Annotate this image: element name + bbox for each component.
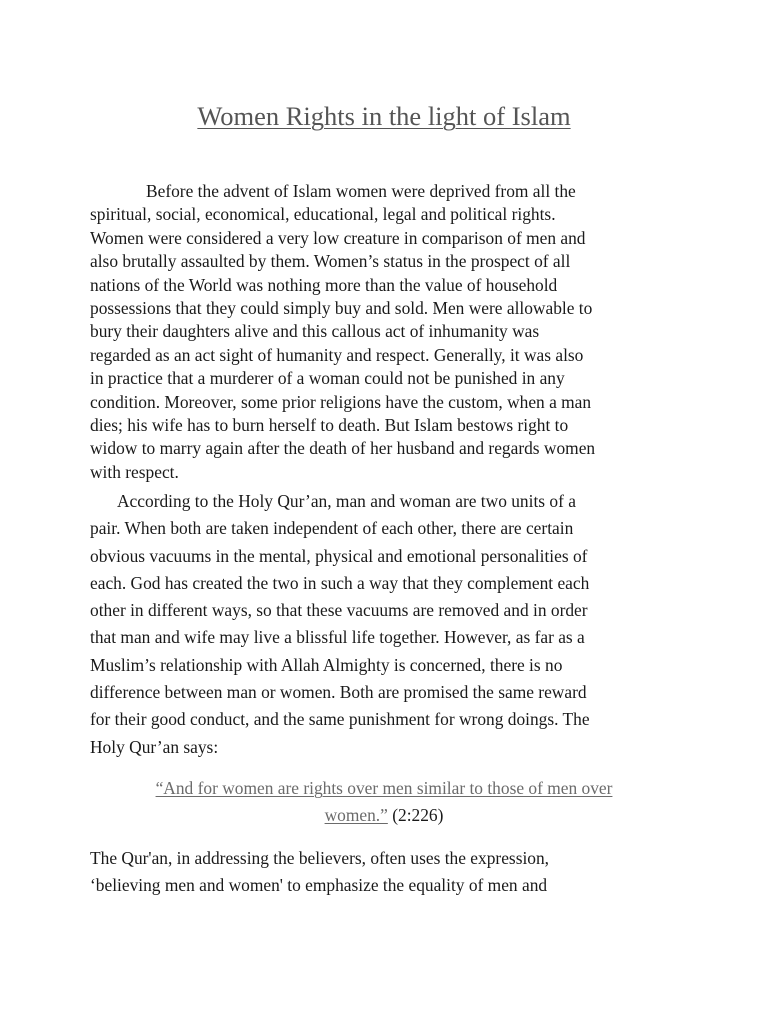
page-title: Women Rights in the light of Islam	[197, 101, 571, 131]
text-line: According to the Holy Qur’an, man and woman are two units of a	[117, 491, 576, 511]
text-line: Women were considered a very low creature in comparison of men and	[90, 227, 586, 248]
paragraph-1	[90, 180, 715, 484]
quran-quote	[0, 775, 768, 829]
text-line: other in different ways, so that these vacuums are removed and in order	[90, 600, 588, 621]
quote-line-2	[0, 802, 768, 829]
text-line: spiritual, social, economical, educational, legal and political rights.	[90, 204, 556, 225]
text-line: that man and wife may live a blissful life together. However, as far as a	[90, 627, 585, 648]
text-line: The Qur'an, in addressing the believers, often uses the expression,	[90, 848, 550, 868]
text-line: obvious vacuums in the mental, physical and emotional personalities of	[90, 545, 588, 566]
text-line: Holy Qur’an says:	[90, 736, 219, 757]
text-line: widow to marry again after the death of her husband and regards women	[90, 438, 596, 459]
text-line: also brutally assaulted by them. Women’s status in the prospect of all	[90, 251, 571, 272]
text-line: in practice that a murderer of a woman could not be punished in any	[90, 368, 565, 389]
text-line: regarded as an act sight of humanity and respect. Generally, it was also	[90, 344, 584, 365]
text-line: dies; his wife has to burn herself to death. But Islam bestows right to	[90, 415, 569, 436]
text-line: condition. Moreover, some prior religions have the custom, when a man	[90, 391, 592, 412]
quote-text: “And for women are rights over men similar to those of men over	[155, 778, 613, 798]
quote-line-1	[0, 775, 768, 802]
text-line: possessions that they could simply buy and sold. Men were allowable to	[90, 298, 593, 319]
text-line: for their good conduct, and the same punishment for wrong doings. The	[90, 709, 590, 730]
text-line: ‘believing men and women' to emphasize the equality of men and	[90, 875, 548, 895]
text-line: Before the advent of Islam women were deprived from all the	[146, 181, 576, 201]
text-line: Muslim’s relationship with Allah Almighty is concerned, there is no	[90, 654, 563, 675]
text-line: with respect.	[90, 461, 179, 482]
text-line: bury their daughters alive and this callous act of inhumanity was	[90, 321, 540, 342]
text-line: nations of the World was nothing more than the value of household	[90, 274, 558, 295]
text-line: pair. When both are taken independent of each other, there are certain	[90, 518, 574, 539]
text-line: each. God has created the two in such a way that they complement each	[90, 572, 590, 593]
paragraph-3	[90, 845, 715, 899]
quote-reference: (2:226)	[392, 805, 444, 825]
quote-text: women.”	[324, 805, 388, 825]
paragraph-2	[90, 488, 715, 761]
text-line: difference between man or women. Both are promised the same reward	[90, 682, 587, 703]
